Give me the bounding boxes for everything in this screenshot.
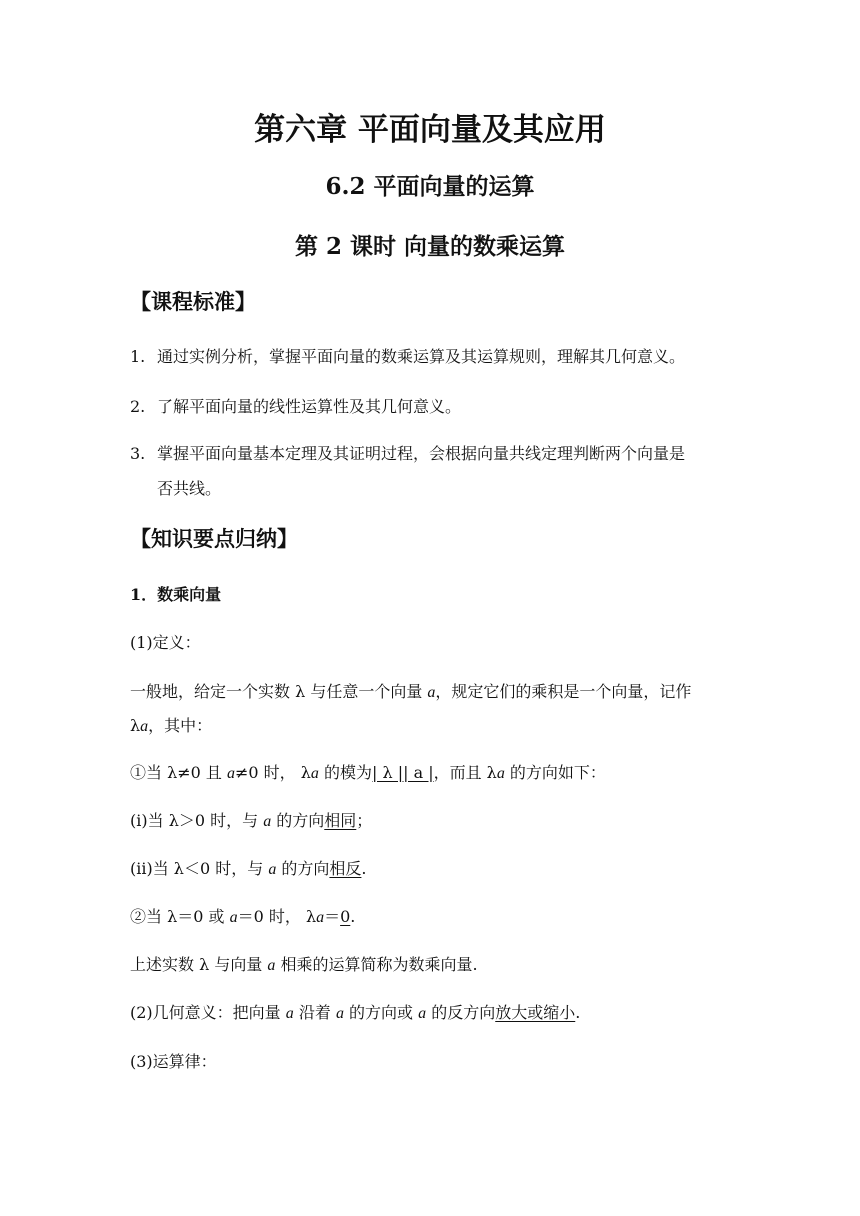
operation-law-label: (3)运算律：: [130, 1052, 217, 1071]
standard-item-2: [130, 394, 461, 417]
case-1-i-line: [130, 808, 372, 831]
vector-symbol: a: [418, 1005, 427, 1022]
text-run: ，而且 λ: [433, 763, 497, 782]
geometric-meaning-line: [130, 1000, 580, 1023]
definition-line-1: [130, 679, 691, 702]
text-run: ，其中：: [148, 716, 213, 735]
vector-symbol: a: [267, 957, 276, 974]
answer-blank: | λ || a |: [372, 763, 434, 782]
standard-text: 掌握平面向量基本定理及其证明过程，会根据向量共线定理判断两个向量是: [157, 444, 686, 463]
text-run: (i)当 λ＞0 时，与: [130, 811, 264, 830]
standards-heading: 【课程标准】: [130, 289, 256, 314]
vector-symbol: a: [335, 1005, 344, 1022]
text-run: 上述实数 λ 与向量: [130, 955, 268, 974]
text-run: 的方向如下：: [504, 763, 606, 782]
text-run: 的方向: [276, 859, 330, 878]
vector-symbol: a: [229, 909, 238, 926]
lesson-title: 第 2 课时 向量的数乘运算: [294, 233, 566, 260]
standard-text: 了解平面向量的线性运算性及其几何意义。: [157, 397, 462, 416]
answer-blank: 0: [340, 907, 351, 926]
section-title: 6.2 平面向量的运算: [325, 173, 535, 200]
text-run: ①当 λ≠0 且: [130, 763, 227, 782]
text-run: 一般地，给定一个实数 λ 与任意一个向量: [130, 682, 428, 701]
standard-text: 通过实例分析，掌握平面向量的数乘运算及其运算规则，理解其几何意义。: [157, 347, 686, 366]
text-run: λ: [130, 716, 141, 735]
text-run: 沿着: [293, 1003, 336, 1022]
text-run: ；: [356, 811, 373, 830]
standard-item-1: [130, 344, 685, 367]
vector-symbol: a: [285, 1005, 294, 1022]
text-run: 的模为: [318, 763, 372, 782]
vector-symbol: a: [263, 813, 272, 830]
case-1-line: [130, 760, 606, 783]
definition-line-2: [130, 713, 212, 736]
vector-symbol: a: [140, 718, 149, 735]
text-run: .: [575, 1003, 581, 1022]
standard-item-3: [130, 441, 685, 464]
answer-blank: 相同: [324, 811, 357, 830]
answer-blank: 放大或缩小: [495, 1003, 576, 1022]
knowledge-heading: 【知识要点归纳】: [130, 526, 298, 551]
vector-symbol: a: [496, 765, 505, 782]
standard-num: 1.: [130, 347, 146, 366]
text-run: 的方向或: [343, 1003, 419, 1022]
text-run: ＝0 时， λ: [237, 907, 317, 926]
text-run: .: [350, 907, 356, 926]
definition-label: (1)定义：: [130, 633, 201, 652]
subsection-title: 1．数乘向量: [130, 585, 222, 604]
standard-num: 3.: [130, 444, 146, 463]
text-run: .: [361, 859, 367, 878]
case-2-line: [130, 904, 355, 927]
text-run: 的方向: [271, 811, 325, 830]
text-run: ，规定它们的乘积是一个向量，记作: [435, 682, 692, 701]
vector-symbol: a: [310, 765, 319, 782]
answer-blank: 相反: [329, 859, 362, 878]
text-run: (ii)当 λ＜0 时，与: [130, 859, 269, 878]
text-run: (2)几何意义：把向量: [130, 1003, 286, 1022]
summary-line: [130, 952, 478, 975]
vector-symbol: a: [227, 765, 235, 782]
case-1-ii-line: [130, 856, 367, 879]
vector-symbol: a: [427, 684, 436, 701]
chapter-title: 第六章 平面向量及其应用: [254, 112, 606, 148]
text-run: ＝: [324, 907, 341, 926]
text-run: 相乘的运算简称为数乘向量.: [275, 955, 478, 974]
text-run: ≠0 时， λ: [235, 763, 311, 782]
text-run: 的反方向: [426, 1003, 496, 1022]
vector-symbol: a: [268, 861, 277, 878]
standard-num: 2.: [130, 397, 146, 416]
text-run: ②当 λ＝0 或: [130, 907, 230, 926]
standard-item-3-cont: 否共线。: [157, 479, 222, 498]
vector-symbol: a: [316, 909, 325, 926]
